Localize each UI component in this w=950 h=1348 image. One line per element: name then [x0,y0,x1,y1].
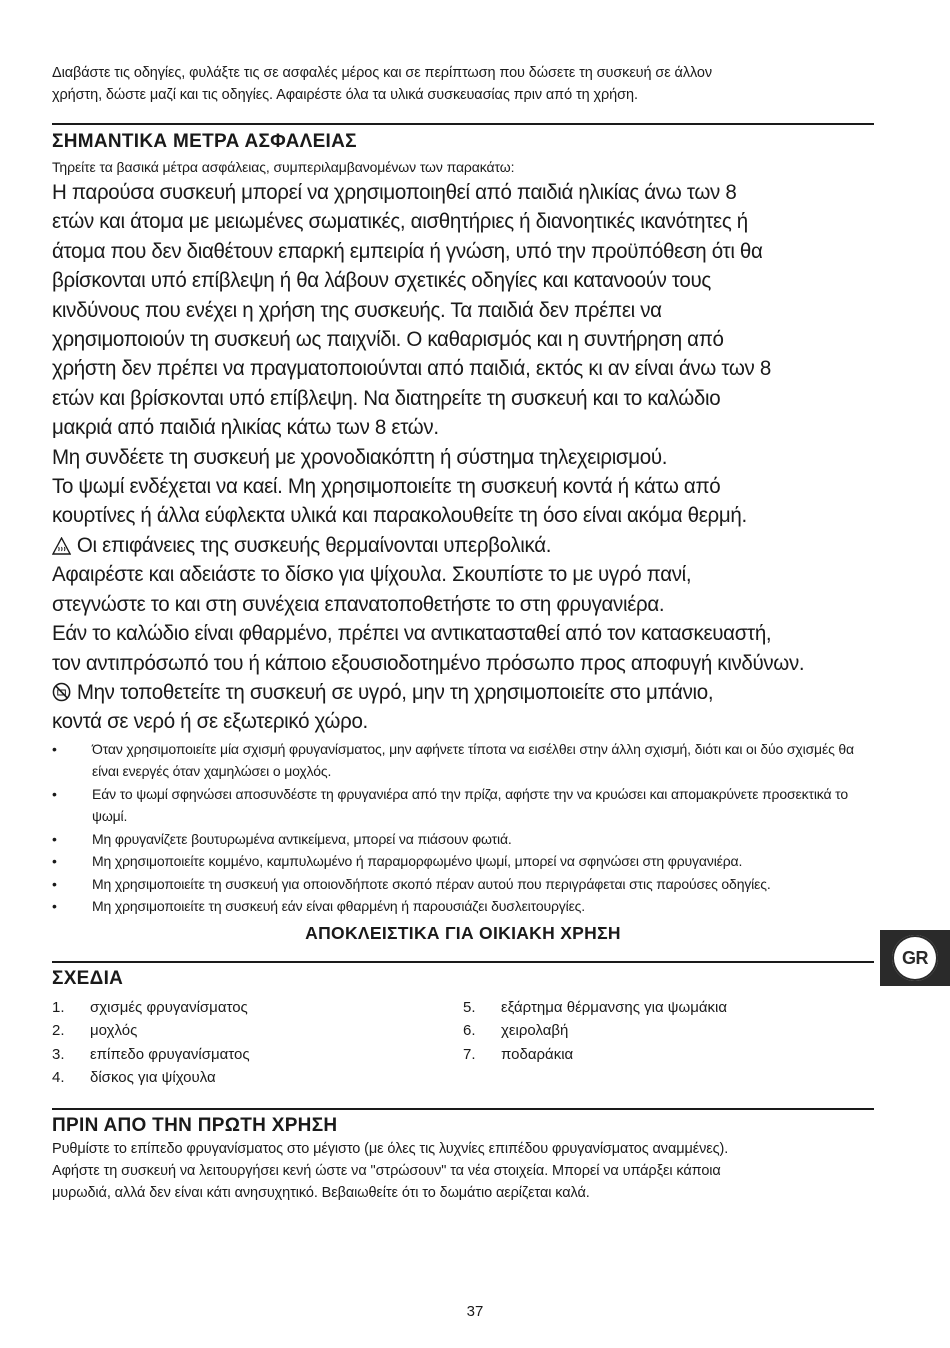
part-label: χειρολαβή [501,1022,569,1040]
safety-line-8: ετών και βρίσκονται υπό επίβλεψη. Να διατηρείτε τη συσκευή και το καλώδιο [52,385,721,410]
part-item [52,1043,463,1067]
part-label: μοχλός [90,1022,138,1040]
safety-line-12: κουρτίνες ή άλλα εύφλεκτα υλικά και παρακολουθείτε τη όσο είναι ακόμα θερμή. [52,503,747,528]
part-label: ποδαράκια [501,1045,574,1063]
part-number: 1. [52,998,65,1016]
part-number: 2. [52,1022,65,1040]
hot-surface-warning-icon [52,537,71,555]
part-item [463,996,874,1020]
parts-list-left [52,996,463,1090]
safety-heading: ΣΗΜΑΝΤΙΚΑ ΜΕΤΡΑ ΑΣΦΑΛΕΙΑΣ [52,131,357,152]
care-line-4: τον αντιπρόσωπό του ή κάποιο εξουσιοδοτημένο πρόσωπο προς αποφυγή κινδύνων. [52,650,805,675]
part-label: σχισμές φρυγανίσματος [90,998,248,1016]
hot-surface-warning [52,531,837,560]
safety-bullet-item: • Όταν χρησιμοποιείτε μία σχισμή φρυγανίσματος, μην αφήνετε τίποτα να εισέλθει στην άλλη σχισμή, διότι και οι δύο σχισμές θα είναι ενεργές όταν χαμηλώσει ο μοχλός. [52,738,874,783]
intro-line-2: χρήστη, δώστε μαζί και τις οδηγίες. Αφαιρέστε όλα τα υλικά συσκευασίας πριν από τη χρήση. [52,87,638,103]
part-number: 4. [52,1069,65,1087]
safety-main-text [52,178,874,737]
part-item [52,1019,463,1043]
parts-list [52,996,874,1090]
part-item [463,1019,874,1043]
water-warning-line-1: Μην τοποθετείτε τη συσκευή σε υγρό, μην τη χρησιμοποιείτε στο μπάνιο, [76,679,714,704]
first-use-line: Ρυθμίστε το επίπεδο φρυγανίσματος στο μέγιστο (με όλες τις λυχνίες επιπέδου φρυγανίσματος αναμμένες). [52,1140,729,1157]
safety-line-7: χρήστη δεν πρέπει να πραγματοποιούνται από παιδιά, εκτός κι αν είναι άνω των 8 [52,356,771,381]
safety-bullet-item: • Μη χρησιμοποιείτε τη συσκευή για οποιονδήποτε σκοπό πέραν αυτού που περιγράφεται στις παρούσες οδηγίες. [52,873,874,896]
safety-bullet-item: • Μη φρυγανίζετε βουτυρωμένα αντικείμενα, μπορεί να πιάσουν φωτιά. [52,828,874,851]
household-only-heading: ΑΠΟΚΛΕΙΣΤΙΚΑ ΓΙΑ ΟΙΚΙΑΚΗ ΧΡΗΣΗ [305,922,621,943]
divider [52,1108,874,1110]
care-line-2: στεγνώστε το και στη συνέχεια επανατοποθετήστε το στη φρυγανιέρα. [52,591,665,616]
hot-warning-text: Οι επιφάνειες της συσκευής θερμαίνονται υπερβολικά. [76,532,552,557]
safety-bullet-item: • Μη χρησιμοποιείτε τη συσκευή εάν είναι φθαρμένη ή παρουσιάζει δυσλειτουργίες. [52,895,874,918]
intro-text [52,62,874,106]
care-line-3: Εάν το καλώδιο είναι φθαρμένο, πρέπει να αντικατασταθεί από τον κατασκευαστή, [52,621,772,646]
safety-line-2: ετών και άτομα με μειωμένες σωματικές, αισθητήριες ή διανοητικές ικανότητες ή [52,209,748,234]
safety-line-3: άτομα που δεν διαθέτουν επαρκή εμπειρία ή γνώση, υπό την προϋπόθεση ότι θα [52,238,763,263]
safety-line-4: βρίσκονται υπό επίβλεψη ή θα λάβουν σχετικές οδηγίες και κατανοούν τους [52,268,711,293]
part-label: εξάρτημα θέρμανσης για ψωμάκια [501,998,728,1016]
part-item [463,1043,874,1067]
part-number: 3. [52,1045,65,1063]
first-use-line: Αφήστε τη συσκευή να λειτουργήσει κενή ώστε να "στρώσουν" τα νέα στοιχεία. Μπορεί να υπάρξει κάποια [52,1162,721,1179]
parts-list-right [463,996,874,1067]
divider [52,961,874,963]
divider [52,123,874,125]
safety-bullet-list [52,738,874,918]
safety-bullet-item: • Εάν το ψωμί σφηνώσει αποσυνδέστε τη φρυγανιέρα από την πρίζα, αφήστε την να κρυώσει και απομακρύνετε προσεκτικά το ψωμί. [52,783,874,828]
safety-line-1: Η παρούσα συσκευή μπορεί να χρησιμοποιηθεί από παιδιά ηλικίας άνω των 8 [52,180,737,204]
page-number: 37 [466,1303,484,1320]
water-warning-line-2: κοντά σε νερό ή σε εξωτερικό χώρο. [52,709,368,734]
part-item [52,1066,463,1090]
language-badge [880,930,950,986]
safety-line-6: χρησιμοποιούν τη συσκευή ως παιχνίδι. Ο καθαρισμός και η συντήρηση από [52,327,724,352]
first-use-heading: ΠΡΙΝ ΑΠΟ ΤΗΝ ΠΡΩΤΗ ΧΡΗΣΗ [52,1114,338,1136]
safety-line-10: Μη συνδέετε τη συσκευή με χρονοδιακόπτη ή σύστημα τηλεχειρισμού. [52,444,668,469]
safety-subheading: Τηρείτε τα βασικά μέτρα ασφάλειας, συμπεριλαμβανομένων των παρακάτω: [52,159,515,175]
diagram-heading: ΣΧΕΔΙΑ [52,967,124,989]
first-use-line: μυρωδιά, αλλά δεν είναι κάτι ανησυχητικό. Βεβαιωθείτε ότι το δωμάτιο αερίζεται καλά. [52,1184,590,1201]
part-item [52,996,463,1020]
part-label: δίσκος για ψίχουλα [90,1069,216,1087]
document-page [52,62,874,1204]
safety-line-9: μακριά από παιδιά ηλικίας κάτω των 8 ετών. [52,415,439,440]
no-water-icon [52,682,71,702]
first-use-text [52,1138,874,1204]
intro-line-1: Διαβάστε τις οδηγίες, φυλάξτε τις σε ασφαλές μέρος και σε περίπτωση που δώσετε τη συσκευή σε άλλον [52,65,713,81]
part-number: 7. [463,1045,476,1063]
part-number: 5. [463,998,476,1016]
safety-bullet-item: • Μη χρησιμοποιείτε κομμένο, καμπυλωμένο ή παραμορφωμένο ψωμί, μπορεί να σφηνώσει στη φρυγανιέρα. [52,850,874,873]
safety-line-11: Το ψωμί ενδέχεται να καεί. Μη χρησιμοποιείτε τη συσκευή κοντά ή κάτω από [52,474,721,499]
safety-line-5: κινδύνους που ενέχει η χρήση της συσκευής. Τα παιδιά δεν πρέπει να [52,297,662,322]
care-line-1: Αφαιρέστε και αδειάστε το δίσκο για ψίχουλα. Σκουπίστε το με υγρό πανί, [52,562,692,587]
water-warning [52,678,837,707]
part-label: επίπεδο φρυγανίσματος [90,1045,250,1063]
language-badge-label: GR [892,935,938,981]
part-number: 6. [463,1022,476,1040]
